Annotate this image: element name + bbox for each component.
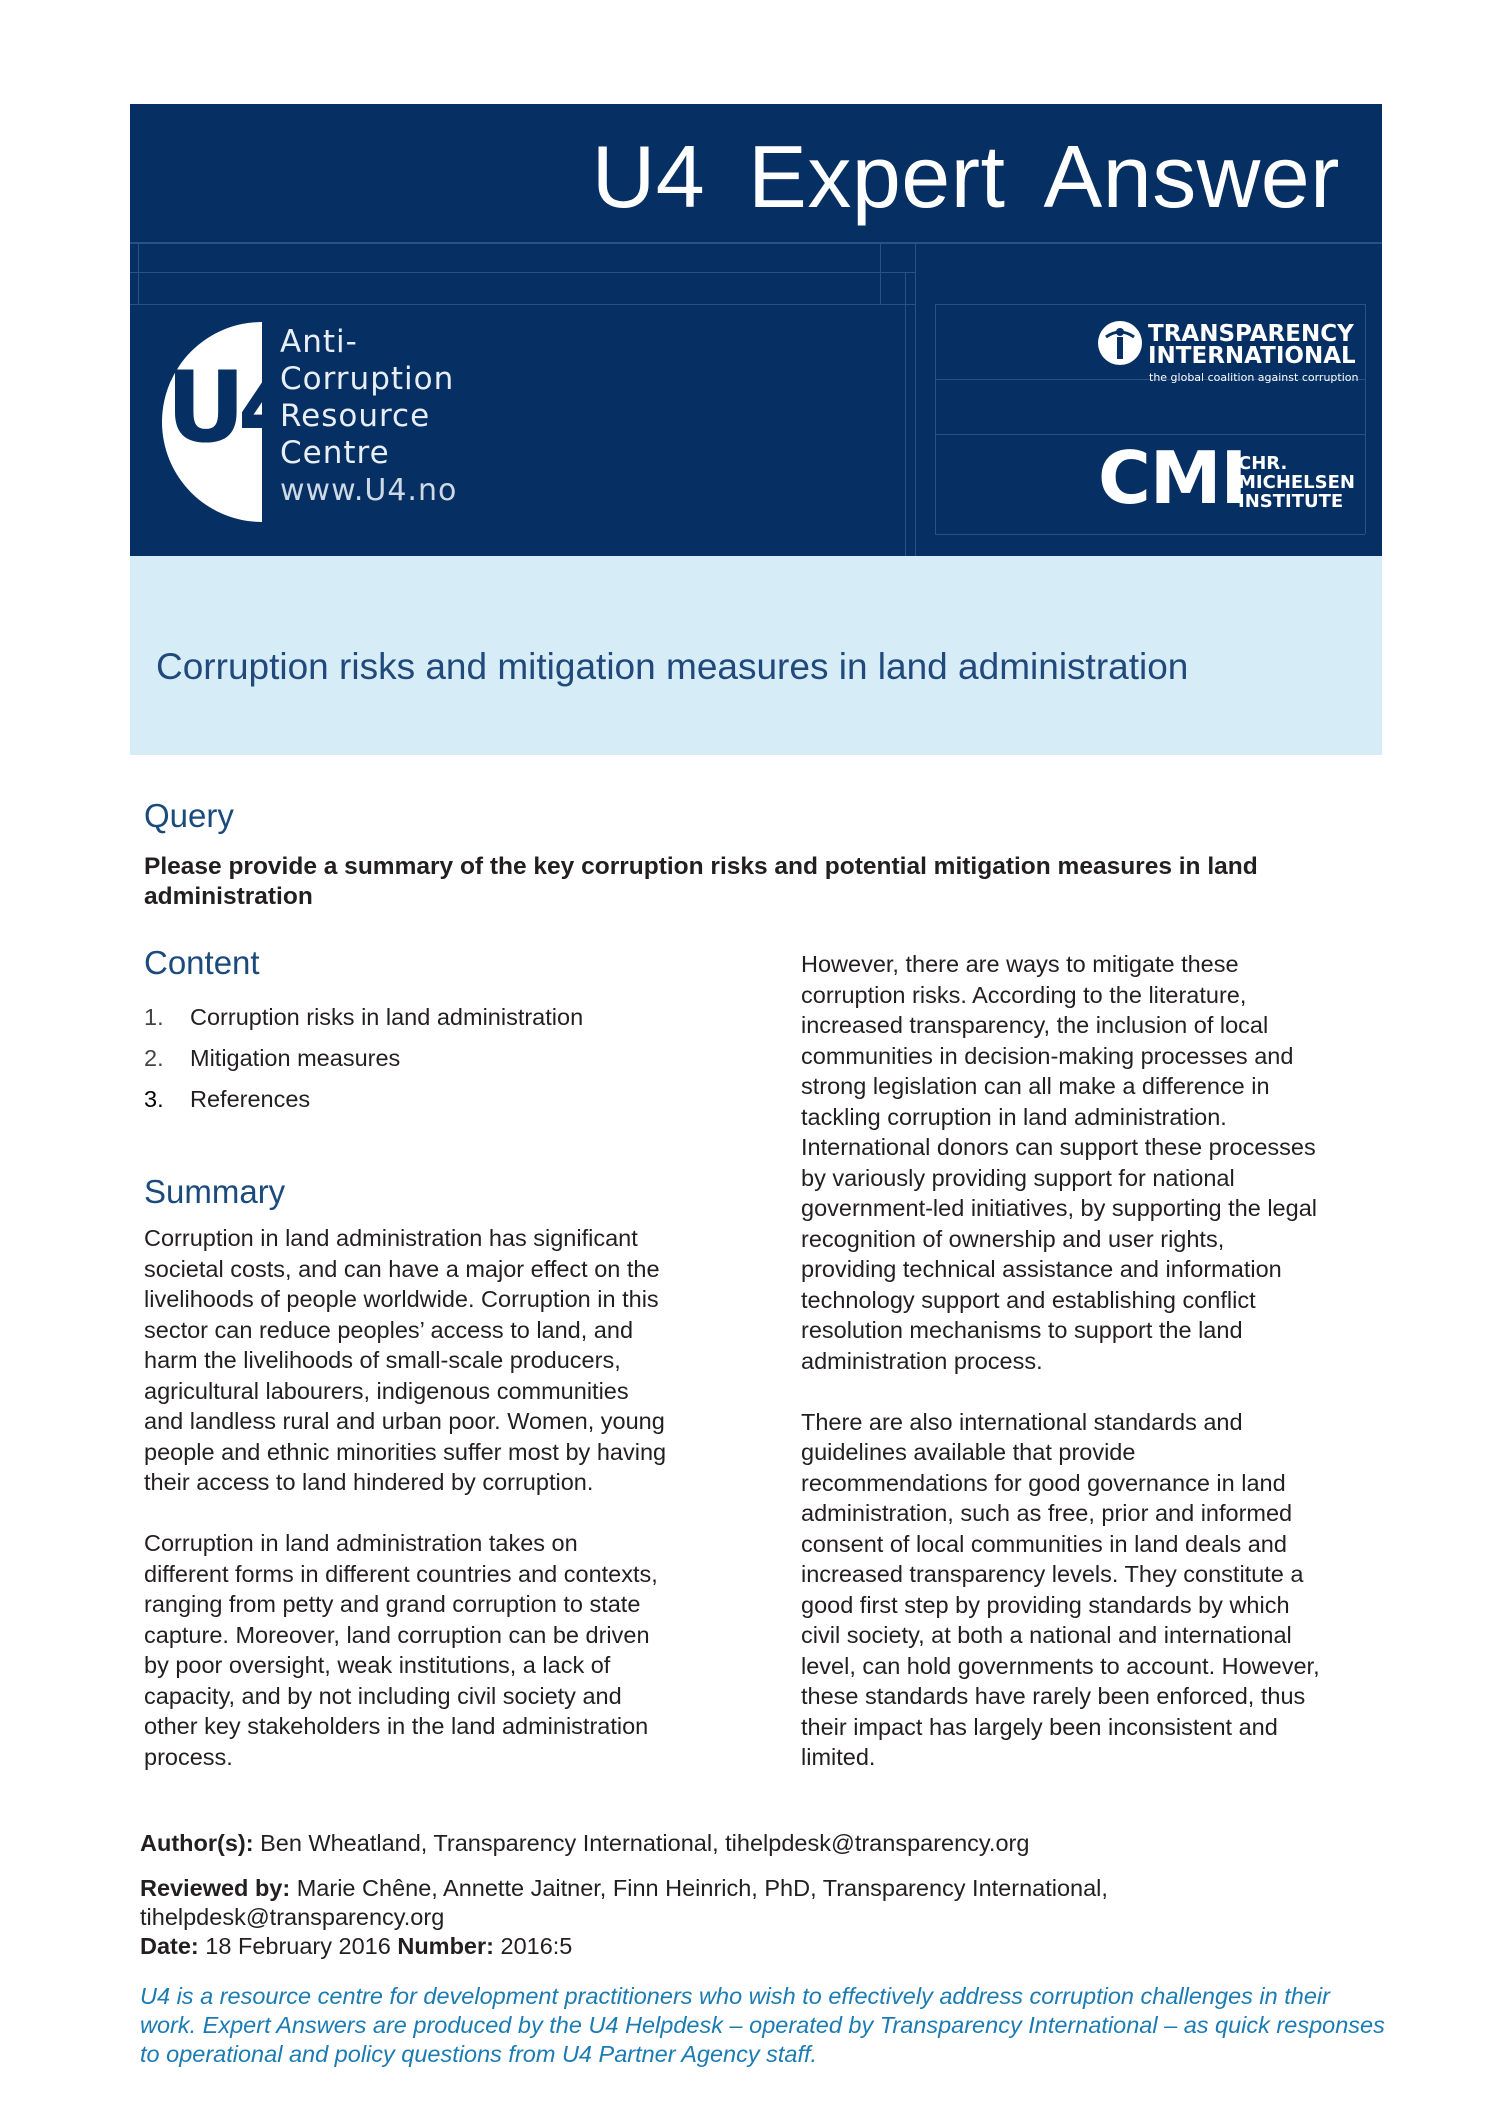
reviewed-value: Marie Chêne, Annette Jaitner, Finn Heinrich, PhD, Transparency International,: [290, 1875, 1108, 1901]
header-rule: [130, 272, 915, 273]
series-title: U4 Expert Answer: [591, 127, 1340, 226]
u4-centre-name: [280, 324, 457, 509]
date-label: Date:: [140, 1933, 199, 1959]
ti-name: [1148, 323, 1356, 367]
ti-name-line: INTERNATIONAL: [1148, 343, 1356, 369]
query-heading: Query: [144, 797, 234, 834]
summary-paragraph: Corruption in land administration takes on different forms in different countries and contexts, ranging from petty and grand corruption to state capture. Moreover, land corruption can be driven by poor oversight, weak institutions, a lack of capacity, and by not including civil society and other key stakeholders in the land administration process.: [144, 1530, 658, 1770]
cmi-name-line: CHR.: [1238, 453, 1288, 474]
number-value: 2016:5: [493, 1933, 573, 1959]
summary-paragraph: There are also international standards and guidelines available that provide recommendations for good governance in land administration, such as free, prior and informed consent of local communities in land deals and increased transparency levels. They constitute a good first step by providing standards by which civil society, at both a national and international level, can hold governments to account. However, these standards have rarely been enforced, thus their impact has largely been inconsistent and limited.: [801, 1408, 1320, 1770]
summary-left-column: [144, 1223, 744, 1803]
ti-name-line: TRANSPARENCY: [1148, 321, 1354, 347]
header-rule: [905, 272, 906, 556]
u4-centre-line: Centre: [280, 435, 390, 471]
header-rule: [935, 434, 1365, 435]
summary-paragraph: Corruption in land administration has significant societal costs, and can have a major effect on the livelihoods of people worldwide. Corruption in this sector can reduce peoples’ access to land, and harm the livelihoods of small-scale producers, agricultural labourers, indigenous communities and landless rural and urban poor. Women, young people and ethnic minorities suffer most by having their access to land hindered by corruption.: [144, 1225, 667, 1495]
header-rule: [935, 304, 936, 534]
summary-right-column: [801, 949, 1391, 1803]
transparency-international-logo: [1096, 319, 1359, 384]
authors-line: [140, 1829, 1029, 1858]
header-banner: [130, 104, 1382, 556]
content-item-number: 3.: [144, 1086, 164, 1112]
content-item-number: 2.: [144, 1045, 164, 1071]
cmi-acronym: CMI: [1098, 436, 1247, 520]
query-text: Please provide a summary of the key corruption risks and potential mitigation measures in land administration: [144, 853, 1258, 910]
header-rule: [130, 242, 1382, 244]
content-item-label[interactable]: References: [190, 1086, 311, 1112]
content-item-label[interactable]: Corruption risks in land administration: [190, 1004, 584, 1030]
header-rule: [1365, 304, 1366, 534]
authors-label: Author(s):: [140, 1830, 254, 1856]
cmi-name-line: INSTITUTE: [1238, 491, 1344, 512]
date-value: 18 February 2016: [198, 1933, 398, 1959]
title-band: [130, 556, 1382, 755]
document-title: Corruption risks and mitigation measures in land administration: [156, 646, 1189, 687]
date-number-line: [140, 1932, 572, 1961]
reviewed-label: Reviewed by:: [140, 1875, 291, 1901]
header-rule: [915, 244, 916, 556]
content-item-label[interactable]: Mitigation measures: [190, 1045, 401, 1071]
header-rule: [935, 534, 1365, 535]
cmi-name-line: MICHELSEN: [1238, 472, 1355, 493]
authors-value: Ben Wheatland, Transparency International, tihelpdesk@transparency.org: [253, 1830, 1030, 1856]
ti-globe-icon: [1096, 319, 1144, 367]
header-rule: [138, 244, 139, 304]
ti-tagline: the global coalition against corruption: [1149, 371, 1359, 384]
reviewed-line: [140, 1874, 1108, 1903]
summary-heading: Summary: [144, 1173, 286, 1210]
u4-website: www.U4.no: [280, 473, 458, 508]
content-heading: Content: [144, 944, 260, 981]
header-rule: [880, 244, 881, 304]
header-rule: [935, 304, 1365, 305]
u4-centre-line: Corruption: [280, 361, 455, 397]
footer-note: U4 is a resource centre for development practitioners who wish to effectively address corruption challenges in their work. Expert Answers are produced by the U4 Helpdesk – operated by Transparency International – as quick responses to operational and policy questions from U4 Partner Agency staff.: [140, 1983, 1385, 2067]
number-label: Number:: [397, 1933, 494, 1959]
u4-centre-line: Resource: [280, 398, 431, 434]
reviewed-email: tihelpdesk@transparency.org: [140, 1904, 445, 1930]
u4-centre-line: Anti-: [280, 324, 358, 360]
header-rule: [130, 304, 915, 305]
summary-paragraph: However, there are ways to mitigate these corruption risks. According to the literature, increased transparency, the inclusion of local communities in decision-making processes and strong legislation can all make a difference in tackling corruption in land administration. International donors can support these processes by variously providing support for national government-led initiatives, by supporting the legal recognition of ownership and user rights, providing technical assistance and information technology support and establishing conflict resolution mechanisms to support the land administration process.: [801, 951, 1317, 1374]
cmi-name: [1238, 454, 1355, 511]
content-item-number: 1.: [144, 1004, 164, 1030]
u4-logo-letters: U4: [166, 351, 298, 465]
